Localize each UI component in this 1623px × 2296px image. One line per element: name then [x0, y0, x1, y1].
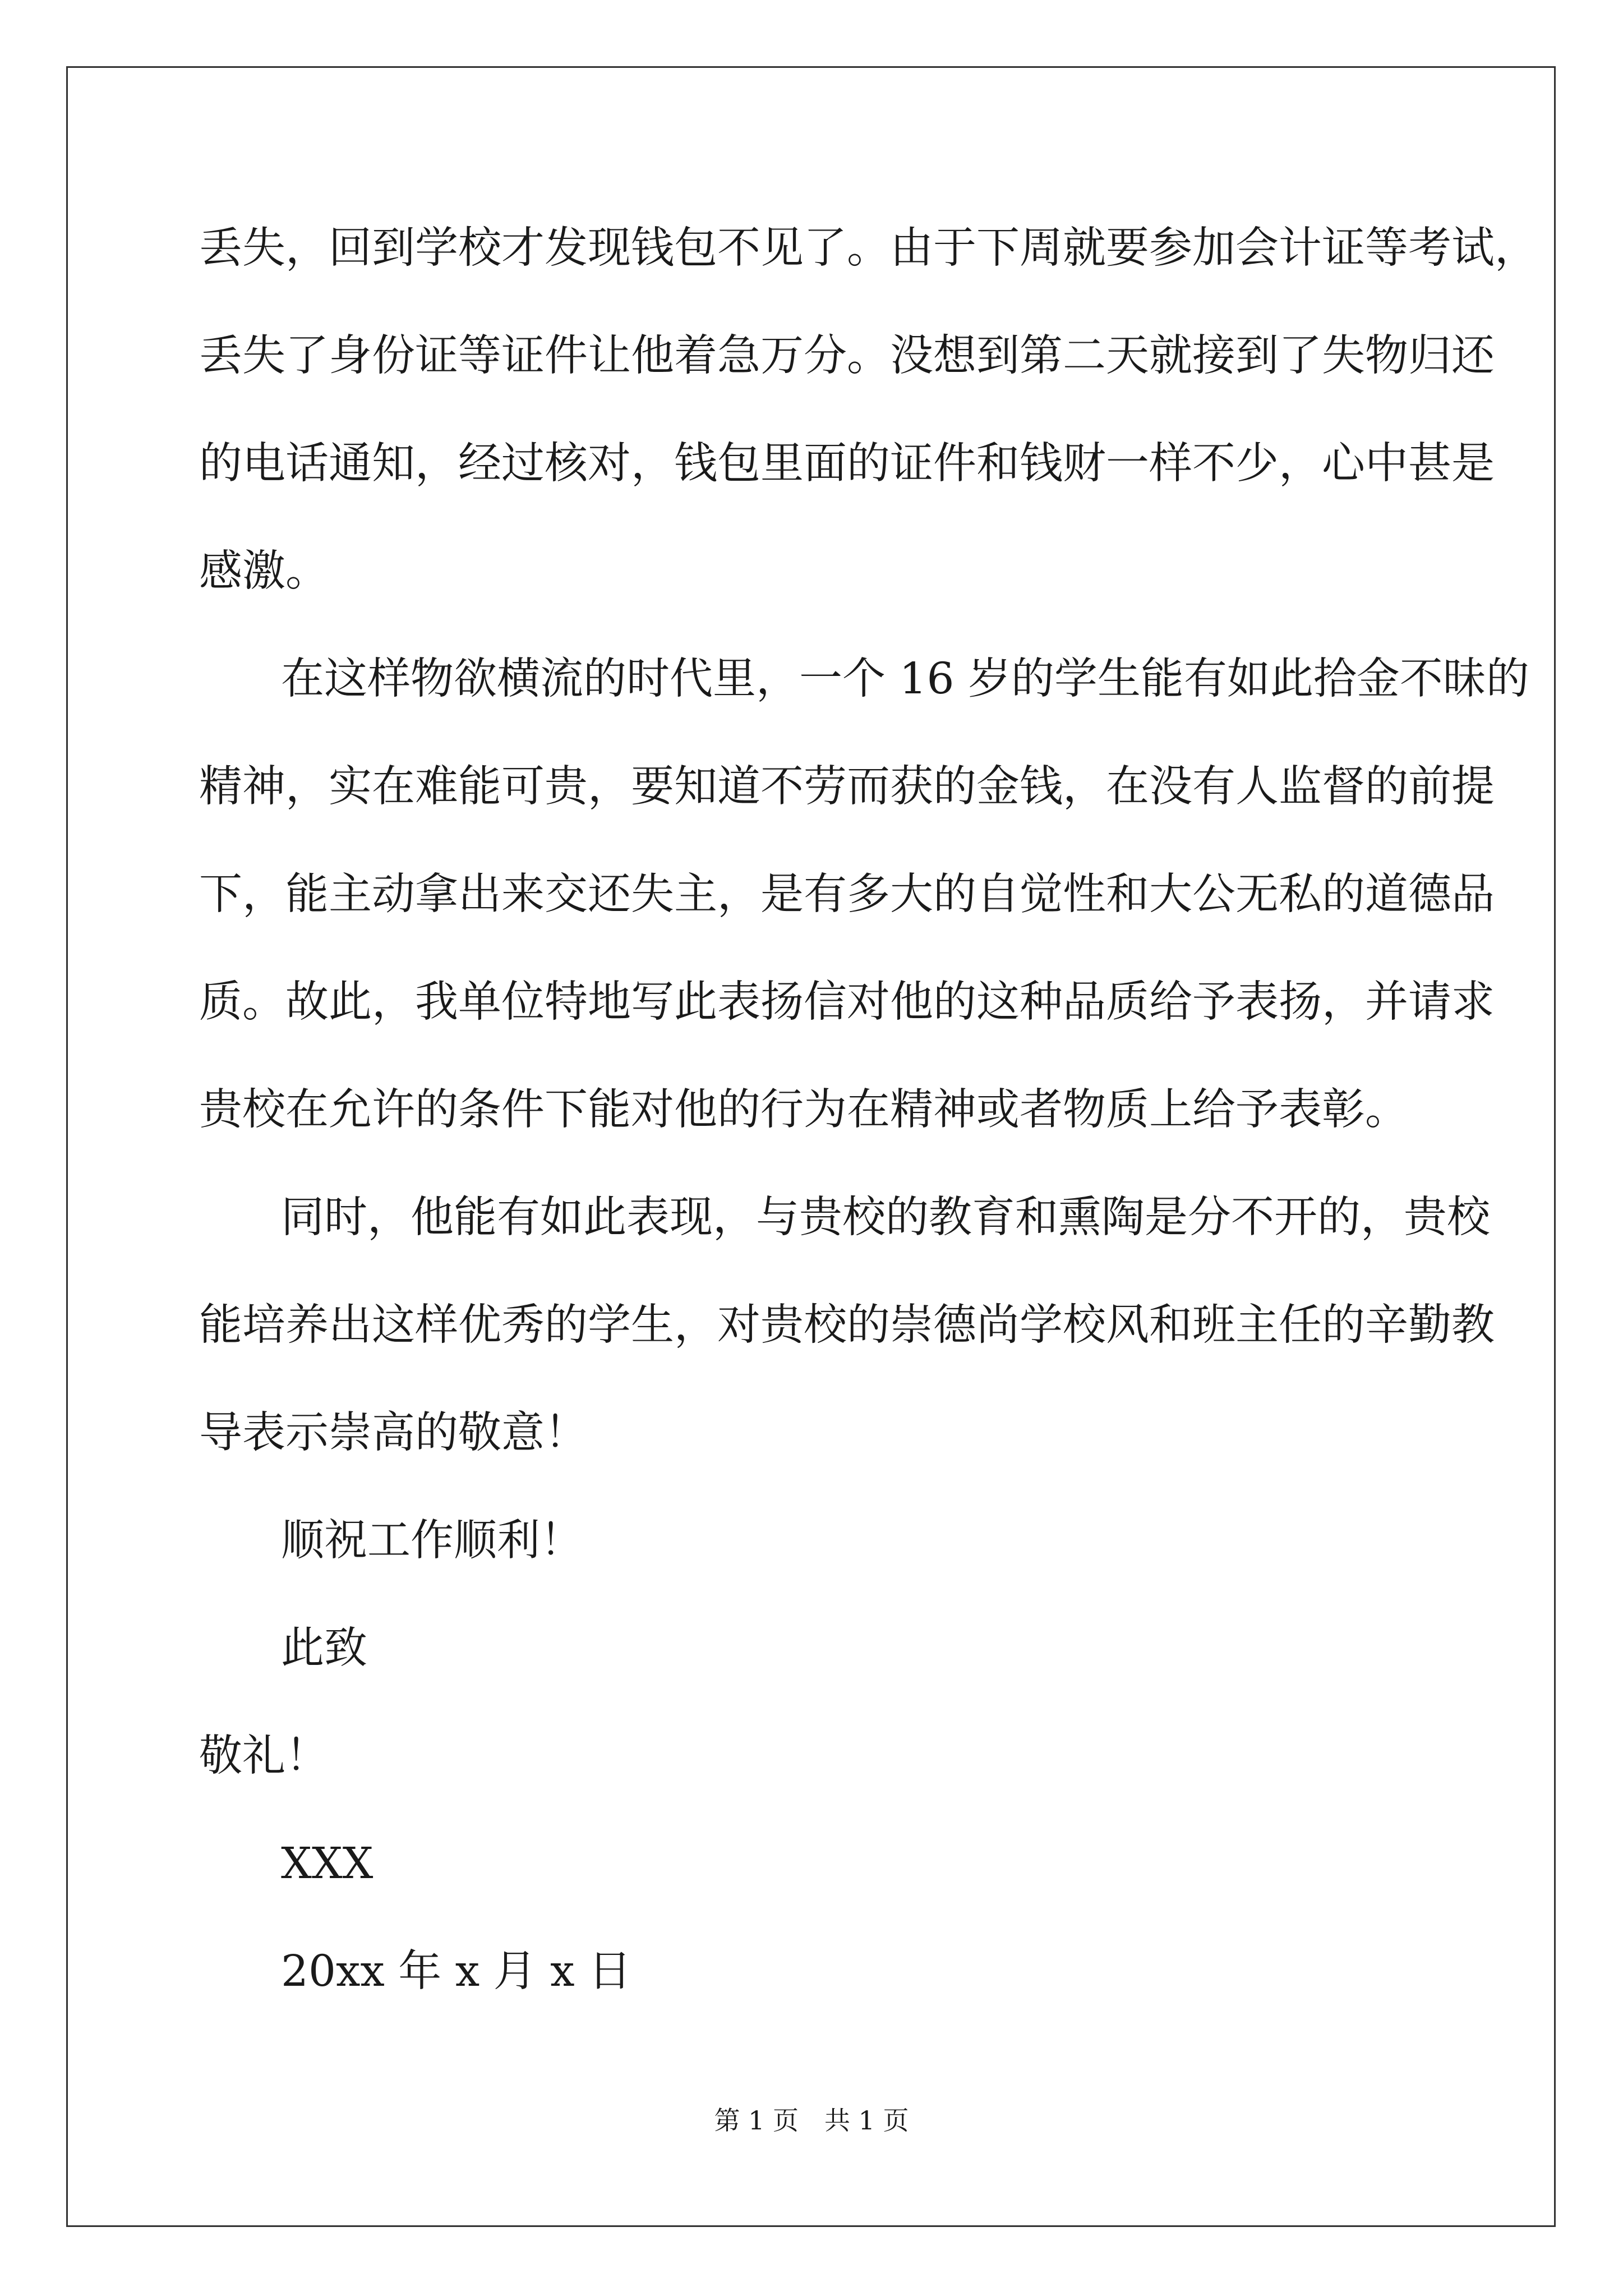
body-line: 同时，他能有如此表现，与贵校的教育和熏陶是分不开的，贵校 — [281, 1193, 1490, 1243]
body-line: 能培养出这样优秀的学生，对贵校的崇德尚学校风和班主任的辛勤教 — [199, 1300, 1495, 1350]
letter-body — [199, 222, 1538, 2053]
body-line: 导表示崇高的敬意！ — [199, 1408, 588, 1458]
body-line: 丢失了身份证等证件让他着急万分。没想到第二天就接到了失物归还 — [199, 331, 1495, 381]
closing-salutation: 此致 — [281, 1623, 367, 1673]
body-line: 感激。 — [199, 546, 329, 596]
body-line: 精神，实在难能可贵，要知道不劳而获的金钱，在没有人监督的前提 — [199, 762, 1495, 812]
body-line: 的电话通知，经过核对，钱包里面的证件和钱财一样不少，心中甚是 — [199, 439, 1495, 489]
closing-regards: 敬礼！ — [199, 1731, 329, 1781]
body-line: 在这样物欲横流的时代里，一个 16 岁的学生能有如此拾金不昧的 — [281, 654, 1529, 704]
body-line: 丢失，回到学校才发现钱包不见了。由于下周就要参加会计证等考试， — [199, 223, 1538, 273]
signature-date: 20xx 年 x 月 x 日 — [281, 1947, 632, 1996]
page-number-footer: 第 1 页 共 1 页 — [714, 2105, 909, 2136]
signature-name: XXX — [281, 1839, 374, 1889]
body-line: 贵校在允许的条件下能对他的行为在精神或者物质上给予表彰。 — [199, 1085, 1408, 1135]
body-line: 下，能主动拿出来交还失主，是有多大的自觉性和大公无私的道德品 — [199, 869, 1495, 919]
body-line: 质。故此，我单位特地写此表扬信对他的这种品质给予表扬，并请求 — [199, 977, 1495, 1027]
closing-wish: 顺祝工作顺利！ — [281, 1516, 583, 1566]
